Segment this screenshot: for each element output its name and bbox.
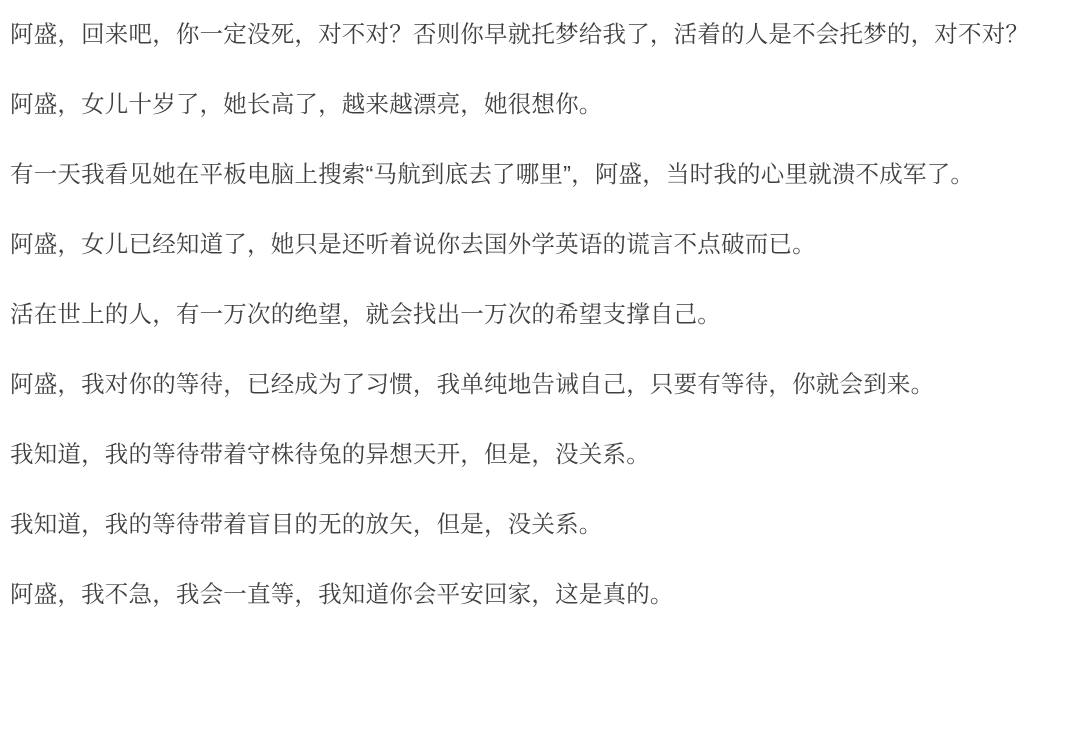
paragraph: 活在世上的人，有一万次的绝望，就会找出一万次的希望支撑自己。 [10,301,721,327]
paragraph: 阿盛，女儿已经知道了，她只是还听着说你去国外学英语的谎言不点破而已。 [10,231,816,257]
paragraph: 我知道，我的等待带着守株待兔的异想天开，但是，没关系。 [10,441,650,467]
paragraph: 阿盛，回来吧，你一定没死，对不对？否则你早就托梦给我了，活着的人是不会托梦的，对不对？ [10,21,1030,47]
paragraph: 阿盛，我不急，我会一直等，我知道你会平安回家，这是真的。 [10,581,674,607]
paragraph: 阿盛，女儿十岁了，她长高了，越来越漂亮，她很想你。 [10,91,603,117]
paragraph: 阿盛，我对你的等待，已经成为了习惯，我单纯地告诫自己，只要有等待，你就会到来。 [10,371,935,397]
paragraph: 有一天我看见她在平板电脑上搜索“马航到底去了哪里”，阿盛，当时我的心里就溃不成军了。 [10,161,975,187]
paragraph: 我知道，我的等待带着盲目的无的放矢，但是，没关系。 [10,511,603,537]
